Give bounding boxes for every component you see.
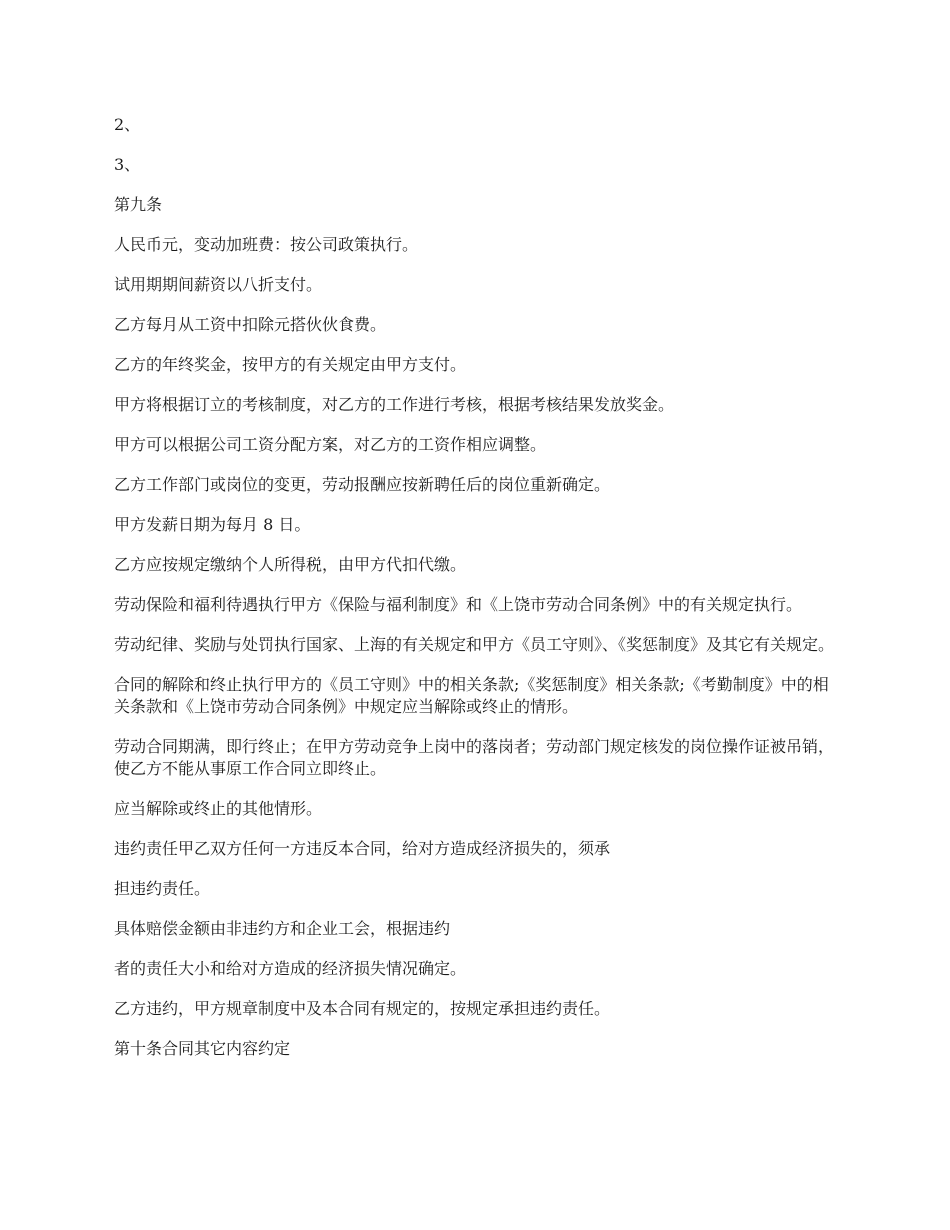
document-body [114,114,844,1078]
article-ten-heading: 第十条合同其它内容约定 [114,1039,291,1058]
paragraph-probation-pay: 试用期期间薪资以八折支付。 [114,275,323,294]
paragraph-breach-liability: 违约责任甲乙双方任何一方违反本合同，给对方造成经济损失的，须承 [114,839,611,858]
paragraph-overtime-pay: 人民币元，变动加班费：按公司政策执行。 [114,235,419,254]
paragraph-payday: 甲方发薪日期为每月 8 日。 [114,515,311,534]
paragraph-breach-liability-cont: 担违约责任。 [114,879,211,898]
paragraph-income-tax: 乙方应按规定缴纳个人所得税，由甲方代扣代缴。 [114,555,467,574]
paragraph-other-termination: 应当解除或终止的其他情形。 [114,799,323,818]
article-nine-heading: 第九条 [114,195,163,214]
paragraph-year-end-bonus: 乙方的年终奖金，按甲方的有关规定由甲方支付。 [114,355,467,374]
paragraph-contract-termination: 合同的解除和终止执行甲方的《员工守则》中的相关条款;《奖惩制度》相关条款;《考勤制度》中的相关条款和《上饶市劳动合同条例》中规定应当解除或终止的情形。 [114,675,829,716]
paragraph-item-3: 3、 [114,155,141,174]
paragraph-position-change: 乙方工作部门或岗位的变更，劳动报酬应按新聘任后的岗位重新确定。 [114,475,611,494]
paragraph-contract-expiry: 劳动合同期满，即行终止；在甲方劳动竞争上岗中的落岗者；劳动部门规定核发的岗位操作证被吊销，使乙方不能从事原工作合同立即终止。 [114,737,835,778]
paragraph-compensation: 具体赔偿金额由非违约方和企业工会，根据违约 [114,919,451,938]
paragraph-meal-deduction: 乙方每月从工资中扣除元搭伙伙食费。 [114,315,387,334]
paragraph-compensation-cont: 者的责任大小和给对方造成的经济损失情况确定。 [114,959,467,978]
paragraph-insurance-benefits: 劳动保险和福利待遇执行甲方《保险与福利制度》和《上饶市劳动合同条例》中的有关规定执行。 [114,595,803,614]
paragraph-item-2: 2、 [114,115,141,134]
paragraph-labor-discipline: 劳动纪律、奖励与处罚执行国家、上海的有关规定和甲方《员工守则》、《奖惩制度》及其它有关规定。 [114,635,835,654]
paragraph-assessment: 甲方将根据订立的考核制度，对乙方的工作进行考核，根据考核结果发放奖金。 [114,395,675,414]
paragraph-salary-adjustment: 甲方可以根据公司工资分配方案，对乙方的工资作相应调整。 [114,435,547,454]
paragraph-party-b-breach: 乙方违约，甲方规章制度中及本合同有规定的，按规定承担违约责任。 [114,999,611,1018]
